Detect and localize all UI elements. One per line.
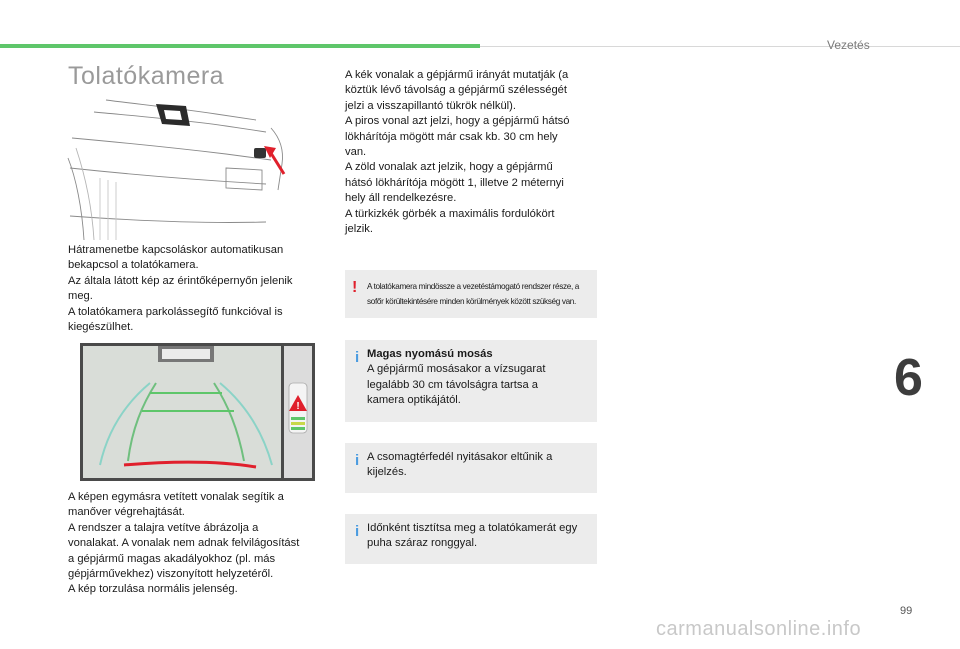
lines-text: A képen egymásra vetített vonalak segítik a manőver végrehajtását. A rendszer a talajra vetítve ábrázolja a vonalakat. A vonalak nem adnak felvilágosítást a gépjármű magas akadályokhoz (pl. más gépjárművekhez) viszonyított helyzetéről. A kép torzulása normális jelenség. (68, 491, 300, 596)
info-box-title: Magas nyomású mosás (367, 348, 493, 360)
info-icon: i (355, 523, 360, 540)
warning-text: A tolatókamera mindössze a vezetéstámogató rendszer része, a sofőr körültekintésére minden körülmények között szükség van. (367, 282, 580, 306)
info-box-tailgate: i A csomagtérfedél nyitásakor eltűnik a kijelzés. (345, 443, 597, 493)
header-rule (480, 46, 960, 47)
chapter-number: 6 (894, 349, 923, 407)
section-name: Vezetés (827, 38, 870, 52)
info-icon: i (355, 452, 360, 469)
svg-text:!: ! (296, 401, 300, 412)
header-accent-bar (0, 44, 480, 48)
watermark: carmanualsonline.info (656, 618, 862, 640)
info-box-cleaning: i Időnként tisztítsa meg a tolatókamerát egy puha száraz ronggyal. (345, 514, 597, 564)
line-colors-text: A kék vonalak a gépjármű irányát mutatják (a köztük lévő távolság a gépjármű szélességét jelzi a visszapillantó tükrök nélkül). A piros vonal azt jelzi, hogy a gépjármű hátsó lökhárítója mögött már csak kb. 30 cm hely van. A zöld vonalak azt jelzik, hogy a gépjármű hátsó lökhárítója mögött 1, illetve 2 méternyi hely áll rendelkezésre. A türkizkék görbék a maximális fordulókört jelzik. (345, 69, 570, 236)
camera-display-illustration (80, 343, 315, 481)
intro-text: Hátramenetbe kapcsoláskor automatikusan bekapcsol a tolatókamera. Az általa látott kép az érintőképernyőn jelenik meg. A tolatókamera parkolássegítő funkcióval is kiegészülhet. (68, 244, 293, 334)
info-icon: i (355, 349, 360, 366)
car-rear-illustration (66, 98, 290, 240)
info-box-washing: i Magas nyomású mosás A gépjármű mosásakor a vízsugarat legalább 30 cm távolságra tartsa a kamera optikájától. (345, 340, 597, 422)
warning-box (345, 270, 597, 318)
page-title: Tolatókamera (68, 62, 225, 90)
page-number: 99 (900, 605, 913, 617)
warning-exclamation-icon: ! (352, 279, 358, 296)
